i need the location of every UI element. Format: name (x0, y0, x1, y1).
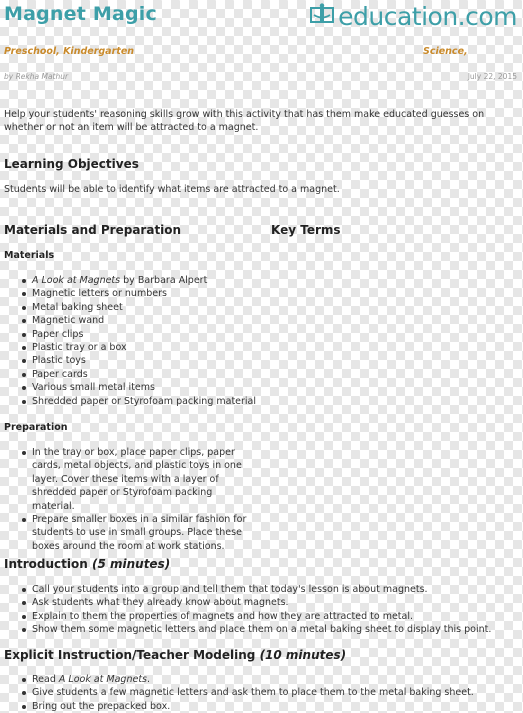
education-logo[interactable] (309, 3, 517, 29)
list-item: Various small metal items (22, 381, 322, 394)
list-item: In the tray or box, place paper clips, paper cards, metal objects, and plastic toys in one layer. Cover these items with a layer of shredded paper or Styrofoam packing material. (22, 446, 252, 513)
read-prefix: Read (32, 674, 59, 685)
author-name: by Rekha Mathur (4, 72, 69, 81)
logo-text: education.com (338, 1, 517, 31)
list-item: Magnetic wand (22, 314, 322, 327)
list-item: Ask students what they already know about magnets. (22, 596, 517, 609)
key-terms-heading: Key Terms (271, 223, 341, 237)
explicit-instruction-title: Explicit Instruction/Teacher Modeling (4, 648, 256, 662)
book-author: by Barbara Alpert (120, 275, 208, 286)
materials-heading: Materials and Preparation (4, 223, 182, 237)
list-item: Explain to them the properties of magnets and how they are attracted to metal. (22, 610, 517, 623)
list-item: Prepare smaller boxes in a similar fashion for students to use in small groups. Place these boxes around the room at work stations. (22, 513, 252, 553)
list-item: Give students a few magnetic letters and ask them to place them to the metal baking sheet. (22, 686, 517, 699)
list-item: Plastic toys (22, 354, 322, 367)
grade-level: Preschool, Kindergarten (4, 46, 135, 57)
preparation-list (22, 446, 252, 553)
author-row (4, 72, 517, 81)
publish-date: July 22, 2015 (467, 72, 517, 81)
list-item: Call your students into a group and tell them that today's lesson is about magnets. (22, 583, 517, 596)
list-item: Plastic tray or a box (22, 341, 322, 354)
introduction-list (22, 583, 517, 637)
learning-objectives-heading: Learning Objectives (4, 157, 139, 171)
list-item: Shredded paper or Styrofoam packing material (22, 395, 322, 408)
list-item: Paper clips (22, 328, 322, 341)
explicit-instruction-heading (4, 648, 346, 662)
meta-row (4, 46, 517, 57)
learning-objectives-text: Students will be able to identify what items are attracted to a magnet. (4, 184, 340, 195)
explicit-instruction-minutes: (10 minutes) (259, 648, 347, 662)
list-item: Magnetic letters or numbers (22, 287, 322, 300)
introduction-heading (4, 557, 170, 571)
list-item: Bring out the prepacked box. (22, 700, 517, 713)
list-item (22, 274, 322, 287)
explicit-instruction-list (22, 673, 517, 713)
subject-label: Science, (423, 46, 468, 57)
preparation-label: Preparation (4, 422, 68, 433)
book-title: A Look at Magnets (58, 674, 148, 685)
list-item: Show them some magnetic letters and place them on a metal baking sheet to display this point. (22, 623, 517, 636)
book-title: A Look at Magnets (32, 275, 121, 286)
introduction-minutes: (5 minutes) (91, 557, 171, 571)
book-icon (309, 3, 335, 29)
introduction-title: Introduction (4, 557, 88, 571)
list-item (22, 673, 517, 686)
materials-label: Materials (4, 250, 55, 261)
page-title: Magnet Magic (4, 3, 157, 25)
list-item: Paper cards (22, 368, 322, 381)
intro-paragraph: Help your students' reasoning skills grow with this activity that has them make educated guesses on whether or not an item will be attracted to a magnet. (4, 109, 485, 133)
materials-list (22, 274, 322, 408)
read-suffix: . (147, 674, 151, 685)
list-item: Metal baking sheet (22, 301, 322, 314)
